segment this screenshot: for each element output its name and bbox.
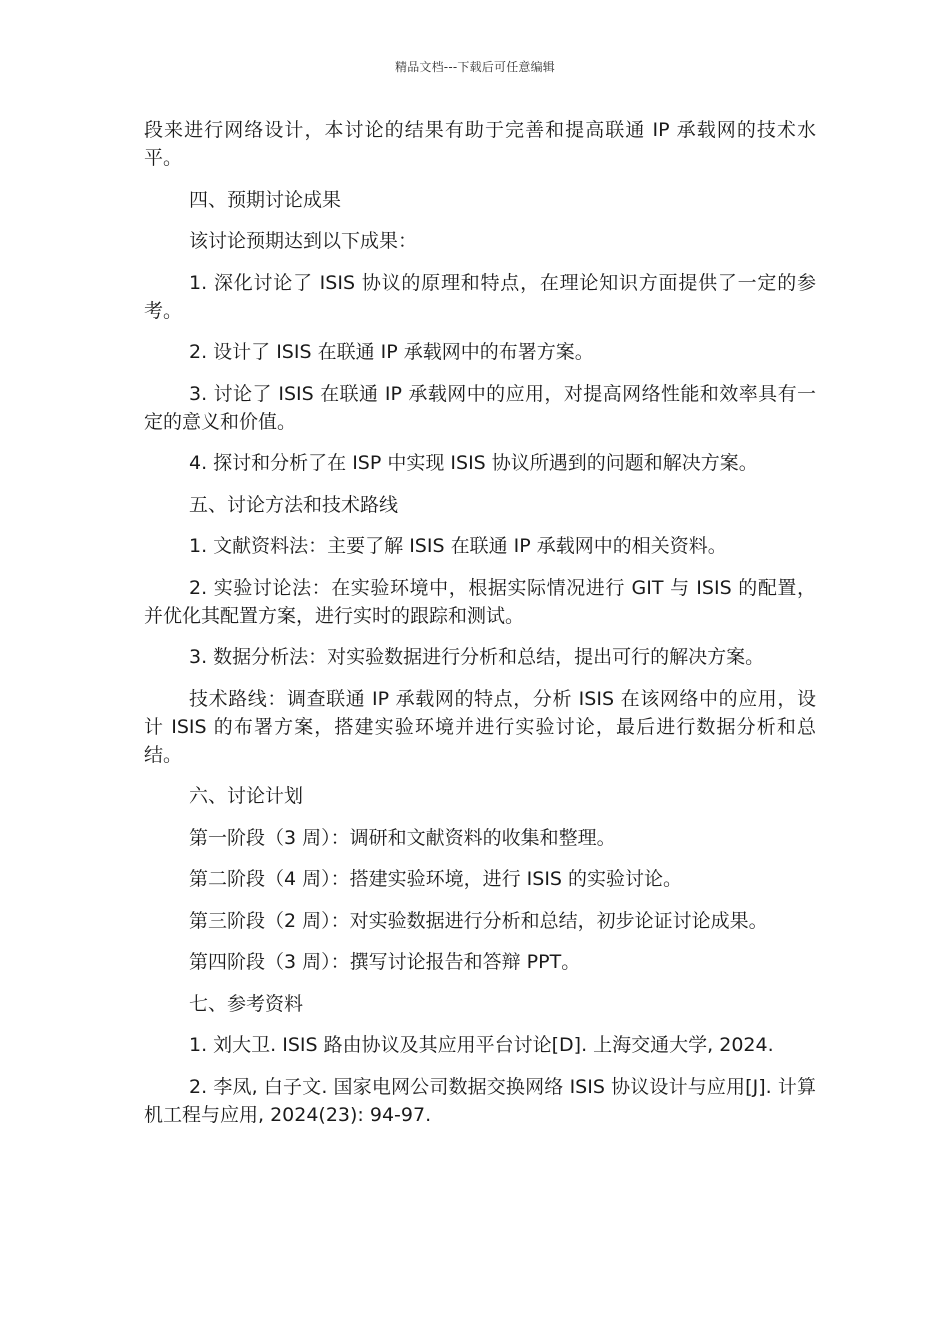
list-item-method-2: 2. 实验讨论法：在实验环境中，根据实际情况进行 GIT 与 ISIS 的配置，并优化其配置方案，进行实时的跟踪和测试。 bbox=[144, 576, 816, 627]
list-item-result-3: 3. 讨论了 ISIS 在联通 IP 承载网中的应用，对提高网络性能和效率具有一定的意义和价值。 bbox=[144, 382, 816, 433]
section-heading-expected-results: 四、预期讨论成果 bbox=[189, 188, 342, 211]
list-item-method-1: 1. 文献资料法：主要了解 ISIS 在联通 IP 承载网中的相关资料。 bbox=[189, 535, 727, 557]
reference-item-1: 1. 刘大卫. ISIS 路由协议及其应用平台讨论[D]. 上海交通大学, 2024. bbox=[189, 1034, 774, 1056]
list-item-method-3: 3. 数据分析法：对实验数据进行分析和总结，提出可行的解决方案。 bbox=[189, 646, 765, 668]
document-body bbox=[144, 116, 816, 1142]
list-item-phase-2: 第二阶段（4 周）：搭建实验环境，进行 ISIS 的实验讨论。 bbox=[189, 868, 683, 890]
section-heading-plan: 六、讨论计划 bbox=[189, 785, 304, 807]
reference-item-2: 2. 李凤, 白子文. 国家电网公司数据交换网络 ISIS 协议设计与应用[J]. 计算机工程与应用, 2024(23): 94-97. bbox=[144, 1075, 816, 1126]
section-heading-references: 七、参考资料 bbox=[189, 992, 304, 1015]
list-item-result-1: 1. 深化讨论了 ISIS 协议的原理和特点，在理论知识方面提供了一定的参考。 bbox=[144, 271, 816, 322]
list-item-result-4: 4. 探讨和分析了在 ISP 中实现 ISIS 协议所遇到的问题和解决方案。 bbox=[189, 452, 758, 474]
list-item-phase-3: 第三阶段（2 周）：对实验数据进行分析和总结，初步论证讨论成果。 bbox=[189, 909, 768, 932]
paragraph-technical-route: 技术路线：调查联通 IP 承载网的特点，分析 ISIS 在该网络中的应用，设计 ISIS 的布署方案，搭建实验环境并进行实验讨论，最后进行数据分析和总结。 bbox=[144, 687, 816, 766]
paragraph-results-intro: 该讨论预期达到以下成果： bbox=[189, 230, 418, 252]
paragraph-continuation: 段来进行网络设计，本讨论的结果有助于完善和提高联通 IP 承载网的技术水平。 bbox=[144, 119, 816, 169]
section-heading-methods: 五、讨论方法和技术路线 bbox=[189, 493, 399, 516]
list-item-phase-4: 第四阶段（3 周）：撰写讨论报告和答辩 PPT。 bbox=[189, 951, 581, 973]
page-header: 精品文档---下载后可任意编辑 bbox=[395, 60, 555, 74]
list-item-phase-1: 第一阶段（3 周）：调研和文献资料的收集和整理。 bbox=[189, 826, 616, 849]
list-item-result-2: 2. 设计了 ISIS 在联通 IP 承载网中的布署方案。 bbox=[189, 341, 594, 363]
